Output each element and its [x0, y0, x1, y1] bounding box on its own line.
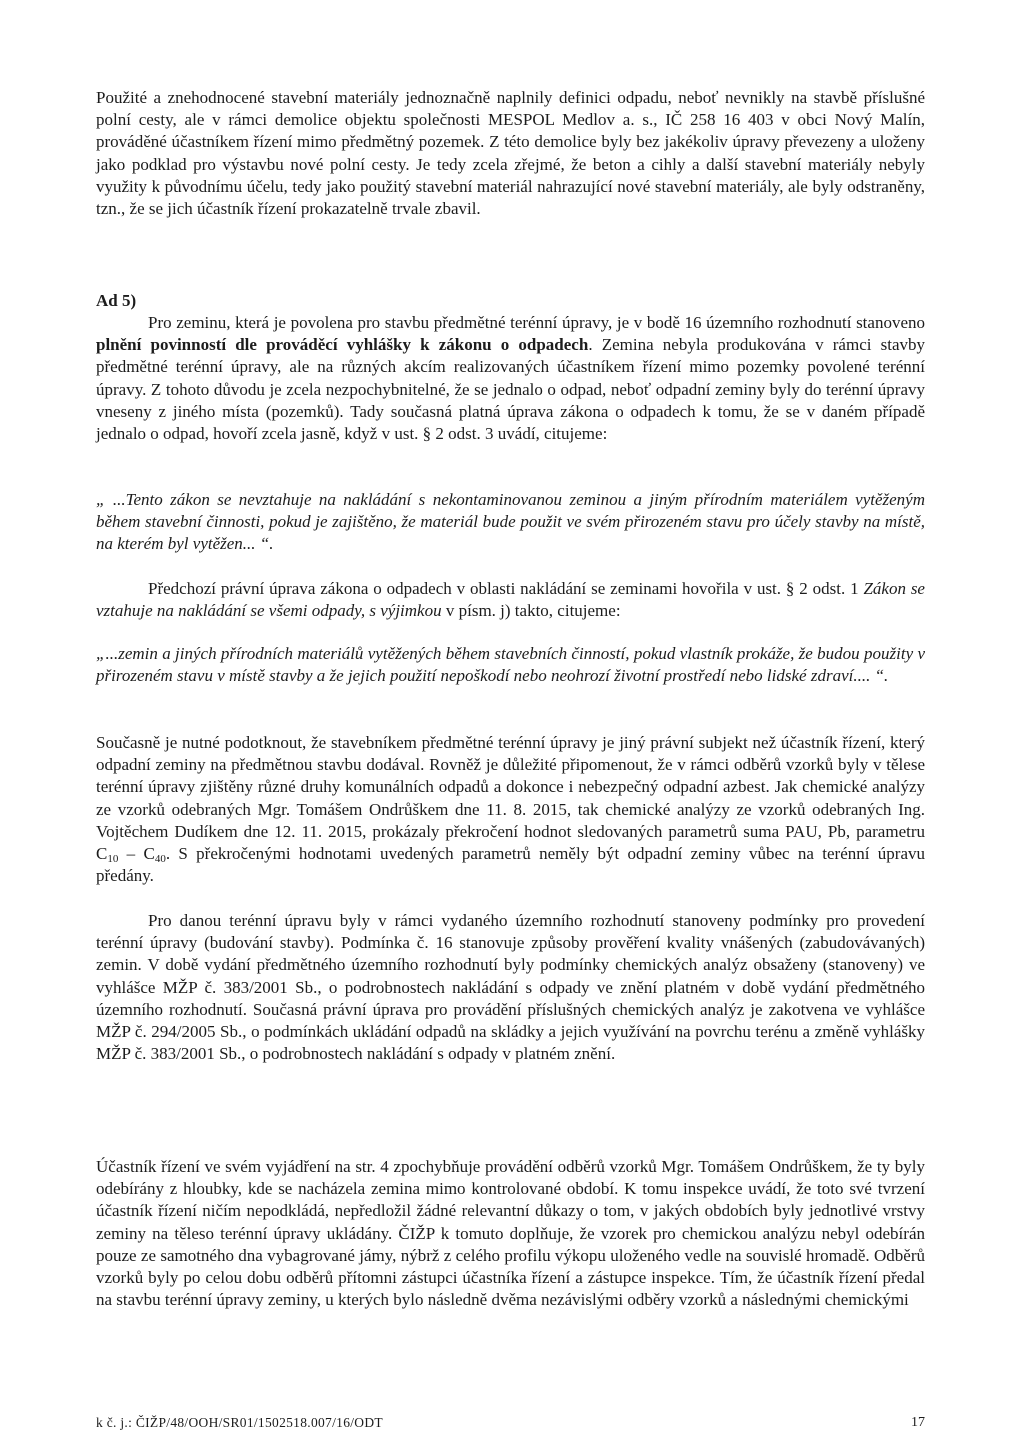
- paragraph-previous-law: [96, 578, 925, 622]
- quote-previous-law: „...zemin a jiných přírodních materiálů vytěžených během stavebních činností, pokud vlastník prokáže, že budou použity v přirozeném stavu v místě stavby a že jejich použití nepoškodí nebo neohrozí životní prostředí nebo lidské zdraví.... “.: [96, 644, 925, 686]
- footer-reference: k č. j.: ČIŽP/48/OOH/SR01/1502518.007/16/ODT: [96, 1415, 383, 1430]
- paragraph-demolition: Použité a znehodnocené stavební materiály jednoznačně naplnily definici odpadu, neboť nevnikly na stavbě příslušné polní cesty, ale v rámci demolice objektu společnosti MESPOL Medlov a. s., IČ 258 16 403 v obci Nový Malín, prováděné účastníkem řízení mimo předmětný pozemek. Z této demolice byly bez jakékoliv úpravy převezeny a uloženy jako podklad pro výstavbu nové polní cesty. Je tedy zcela zřejmé, že beton a cihly a další stavební materiály nebyly využity k původnímu účelu, tedy jako použitý stavební materiál nahrazující nové stavební materiály, ale byly odstraněny, tzn., že se jich účastník řízení prokazatelně trvale zbavil.: [96, 88, 925, 219]
- paragraph-ad5-soil: [96, 312, 925, 445]
- section-heading-ad5: Ad 5): [96, 291, 137, 310]
- subscript-c10: 10: [107, 853, 119, 866]
- paragraph-analyses-text-b: . S překročenými hodnotami uvedených parametrů neměly být odpadní zeminy vůbec na terénní úpravu předány.: [96, 844, 925, 886]
- paragraph-previous-law-text-b: v písm. j) takto, citujeme:: [441, 601, 621, 621]
- paragraph-ad5-text-b: . Zemina nebyla produkována v rámci stavby předmětné terénní úpravy, ale na různých akcím realizovaných účastníkem řízení mimo pozemky povolené terénní úpravy. Z tohoto důvodu je zcela nezpochybnitelné, že se jednalo o odpad, neboť odpadní zeminy byly do terénní úpravy vneseny z jiného místa (pozemků). Tady současná platná úprava zákona o odpadech k tomu, že se v daném případě jednalo o odpad, hovoří zcela jasně, když v ust. § 2 odst. 3 uvádí, citujeme:: [96, 335, 925, 444]
- paragraph-ad5-text-a: Pro zeminu, která je povolena pro stavbu předmětné terénní úpravy, je v bodě 16 územního rozhodnutí stanoveno: [148, 313, 925, 332]
- paragraph-conditions: Pro danou terénní úpravu byly v rámci vydaného územního rozhodnutí stanoveny podmínky pro provedení terénní úpravy (budování stavby). Podmínka č. 16 stanovuje způsoby prověření kvality vnášených (zabudovávaných) zemin. V době vydání předmětného územního rozhodnutí byly podmínky chemických analýz obsaženy (stanoveny) ve vyhlášce MŽP č. 383/2001 Sb., o podrobnostech nakládání s odpady ve znění platném v době vydání předmětného územního rozhodnutí. Současná právní úprava pro provádění příslušných chemických analýz je zakotvena ve vyhlášce MŽP č. 294/2005 Sb., o podmínkách ukládání odpadů na skládky a jejich využívání na povrchu terénu a změně vyhlášky MŽP č. 383/2001 Sb., o podrobnostech nakládání s odpady v platném znění.: [96, 911, 925, 1064]
- paragraph-analyses-text-a: Současně je nutné podotknout, že stavebníkem předmětné terénní úpravy je jiný právní subjekt než účastník řízení, který odpadní zeminy na předmětnou stavbu dodával. Rovněž je důležité připomenout, že v rámci odběrů vzorků byly v tělese terénní úpravy zjištěny různé druhy komunálních odpadů a dokonce i nebezpečný odpadní azbest. Jak chemické analýzy ze vzorků odebraných Mgr. Tomášem Ondrůškem dne 11. 8. 2015, tak chemické analýzy ze vzorků odebraných Ing. Vojtěchem Dudíkem dne 12. 11. 2015, prokázaly překročení hodnot sledovaných parametrů suma PAU, Pb, parametru C: [96, 733, 925, 864]
- paragraph-previous-law-italic: Zákon se vztahuje na nakládání se všemi odpady, s výjimkou: [96, 579, 925, 621]
- subscript-c40: 40: [154, 853, 166, 866]
- paragraph-previous-law-text-a: Předchozí právní úprava zákona o odpadech v oblasti nakládání se zeminami hovořila v ust. § 2 odst. 1: [148, 579, 864, 598]
- quote-current-law: „ ...Tento zákon se nevztahuje na nakládání s nekontaminovanou zeminou a jiným přírodním materiálem vytěženým během stavební činnosti, pokud je zajištěno, že materiál bude použit ve svém přirozeném stavu pro účely stavby na místě, na kterém byl vytěžen... “.: [96, 490, 925, 554]
- paragraph-sampling: Účastník řízení ve svém vyjádření na str. 4 zpochybňuje provádění odběrů vzorků Mgr. Tomášem Ondrůškem, že ty byly odebírány z hloubky, kde se nacházela zemina mimo kontrolované období. K tomu inspekce uvádí, že toto své tvrzení účastník řízení ničím nepodkládá, nepředložil žádné relevantní důkazy o tom, v jakých obdobích byly jednotlivé vrstvy zeminy na těleso terénní úpravy ukládány. ČIŽP k tomuto doplňuje, že vzorek pro chemickou analýzu nebyl odebírán pouze ze samotného dna vybagrované jámy, nýbrž z celého profilu výkopu uloženého vedle na souvislé hromadě. Odběrů vzorků byly po celou dobu odběrů přítomni zástupci účastníka řízení a zástupce inspekce. Tím, že účastník řízení předal na stavbu terénní úpravy zeminy, u kterých bylo následně dvěma nezávislými odběry vzorků a následnými chemickými: [96, 1157, 925, 1310]
- paragraph-ad5-bold: plnění povinností dle prováděcí vyhlášky k zákonu o odpadech: [96, 335, 589, 355]
- page-number: 17: [911, 1415, 925, 1430]
- paragraph-analyses: [96, 732, 925, 887]
- paragraph-analyses-dash: – C: [118, 844, 155, 864]
